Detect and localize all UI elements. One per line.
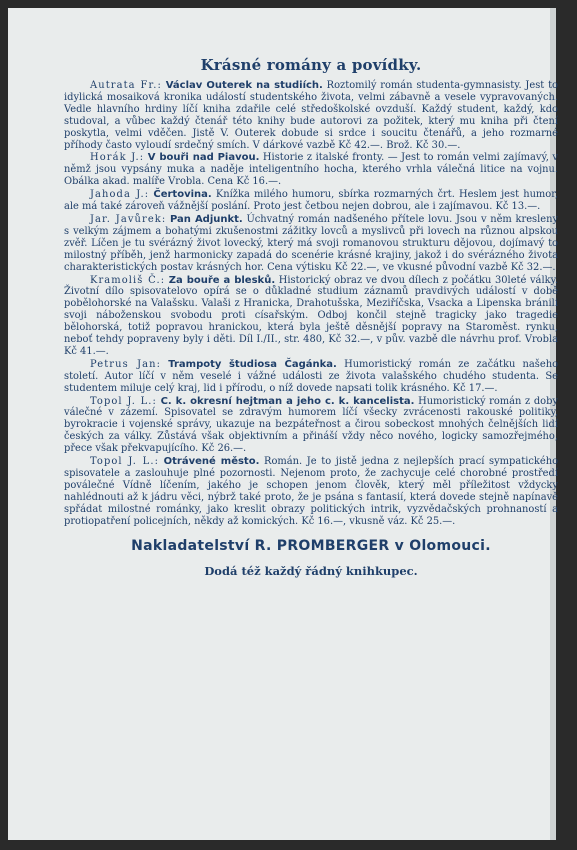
- footer-note: Dodá též každý řádný knihkupec.: [204, 563, 418, 578]
- entry-title: Václav Outerek na studiích.: [165, 80, 323, 91]
- entry-author: Horák J.:: [90, 152, 145, 164]
- entry-title: Otrávené město.: [163, 456, 260, 468]
- entry-author: Petrus Jan:: [90, 358, 162, 370]
- entry-text: Román. Je to jistě jedna z nejlepších prací sympatického spisovatele a zaslouhuje plné pozornosti. Nejenom proto, že zachycuje celé chorobné prostředí poválečné Vídně líčením, jakého je schopen jenom člověk, který měl příležitost vždycky nahlédnouti až k jádru věci, nýbrž také proto, že je psána s fantasií, která dovede stejně napínavě spřádat milostné románky, jako kreslit obrazy politických intrik, vyzvědačských prohnaností a protiopatření policejních, někdy až komických. Kč 16.—, vkusně váz. Kč 25.—.: [64, 456, 559, 527]
- list-item: [64, 152, 558, 188]
- list-item: [64, 275, 558, 358]
- entry-text: Roztomilý román studenta-gymnasisty. Jest to idylická mosaiková kronika událostí studentského života, velmi zábavně a vesele vypravovaných. Vedle hlavního hrdiny líčí kniha zdařile celé středoškolské ovzduší. Každý student, každý, kdo studoval, a vůbec každý čtenář této knihy bude autorovi za požitek, který mu kniha při čtení poskytla, velmi vděčen. Jistě V. Outerek dobude si srdce i soucitu čtenářů, a jeho rozmarné příhody často vyloudí srdečný smích. V dárkové vazbě Kč 42.—. Brož. Kč 30.—.: [64, 80, 558, 151]
- entry-author: Topol J. L.:: [90, 395, 157, 407]
- entry-title: V bouři nad Piavou.: [147, 152, 260, 164]
- publisher-line: Nakladatelství R. PROMBERGER v Olomouci.: [131, 537, 491, 554]
- entry-title: Trampoty študiosa Čagánka.: [168, 358, 337, 370]
- page: [8, 8, 559, 840]
- list-item: [64, 456, 558, 527]
- advertisement-content: [64, 56, 558, 578]
- entry-title: Čertovina.: [153, 189, 212, 201]
- list-item: [64, 359, 558, 395]
- list-item: [64, 214, 558, 274]
- list-item: [64, 80, 558, 151]
- entry-author: Jar. Javůrek:: [90, 213, 167, 225]
- entry-author: Topol J. L.:: [90, 456, 159, 468]
- list-item: [64, 396, 558, 456]
- entry-title: Za bouře a blesků.: [168, 274, 276, 286]
- entry-text: Historie z italské fronty. — Jest to román velmi zajímavý, v němž jsou vypsány muka a naděje inteligentního hocha, kterého vrhla válečná litice na vojnu. Obálka akad. malíře Vrobla. Cena Kč 16.—.: [64, 152, 558, 188]
- entry-author: Autrata Fr.:: [90, 80, 162, 91]
- entry-author: Jahoda J.:: [90, 189, 150, 201]
- entry-text: Historický obraz ve dvou dílech z počátku 30leté války. Životní dílo spisovatelovo opírá se o důkladné studium záznamů pravdivých událostí v době pobělohorské na Valašsku. Valaši z Hranicka, Drahotušska, Meziříčska, Vsacka a Lipenska bránili svoji náboženskou svobodu proti císařským. Odboj končil stejně tragicky jako tragedie bělohorská, totiž popravou hranickou, která byla ještě děsnější popravy na Staroměst. rynku, neboť tehdy popraveny byly i děti. Díl I./II., str. 480, Kč 32.—, v pův. vazbě dle návrhu prof. Vrobla Kč 41.—.: [64, 274, 558, 357]
- entry-title: Pan Adjunkt.: [169, 213, 243, 225]
- entry-text: Humoristický román z doby válečné v zázemí. Spisovatel se zdravým humorem líčí všecky zvrácenosti rakouské politiky, byrokracie i vojenské správy, ukazuje na bezpáteřnost a čirou sobeckost mnohých čelnějších lidí českých za války. Zůstává však objektivním a přináší vždy něco nového, logicky samozřejmého, přece však překvapujícího. Kč 26.—.: [64, 395, 559, 455]
- entry-author: Kramoliš Č.:: [90, 274, 166, 286]
- entry-title: C. k. okresní hejtman a jeho c. k. kancelista.: [160, 395, 415, 407]
- entry-text: Úchvatný román nadšeného přítele lovu. Jsou v něm kresleny s velkým zájmem a bohatými zkušenostmi zážitky lovců a myslivců při lovech na různou alpskou zvěř. Líčen je tu svérázný život lovecký, který má svoji romanovou strukturu dějovou, dojímavý to milostný příběh, jenž harmonicky zapadá do scenérie krásné krajiny, jakož i do svérázného života charakteristických postav krásných hor. Cena výtisku Kč 22.—, ve vkusné původní vazbě Kč 32.—.: [64, 213, 559, 273]
- entry-text: Humoristický román ze začátku našeho století. Autor líčí v něm veselé i vážné události ze života valašského chudého studenta. Se studentem miluje celý kraj, lid i přírodu, o níž dovede napsati tolik krásného. Kč 17.—.: [64, 358, 559, 394]
- page-title: Krásné romány a povídky.: [200, 56, 422, 74]
- list-item: [64, 189, 558, 213]
- entry-text: Knížka milého humoru, sbírka rozmarných črt. Heslem jest humor, ale má také zároveň vážnější poslání. Proto jest četbou nejen dobrou, ale i zajímavou. Kč 13.—.: [64, 189, 559, 213]
